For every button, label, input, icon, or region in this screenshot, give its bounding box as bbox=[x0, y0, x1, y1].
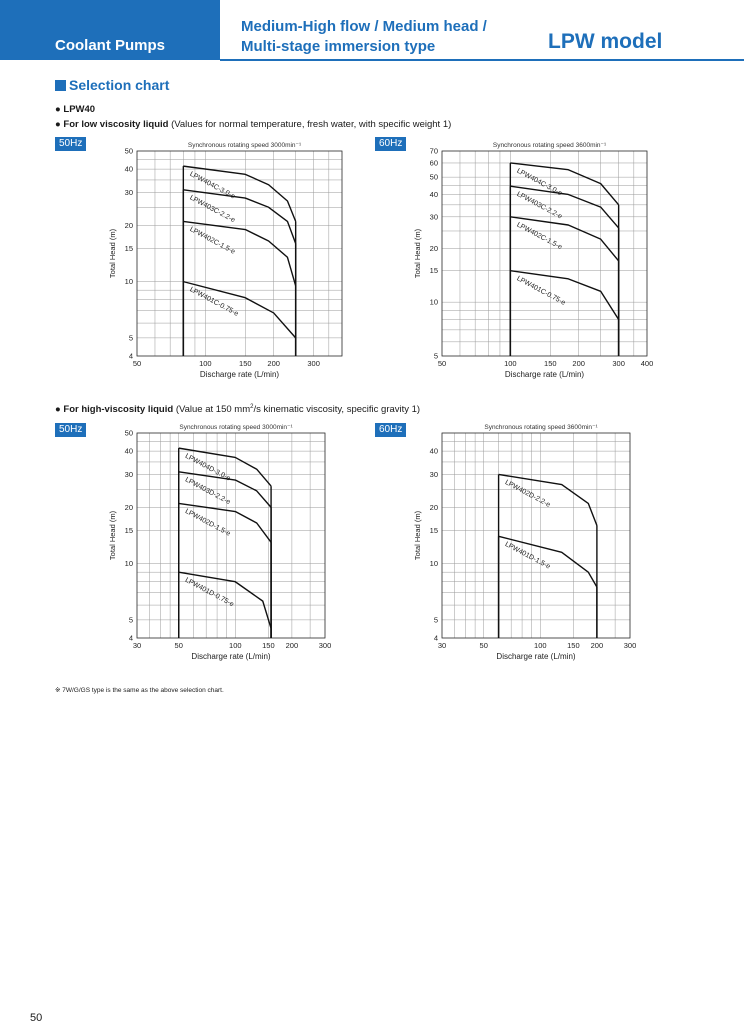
series-label: LPW404C-3.0-e bbox=[515, 167, 564, 198]
y-axis-label: Total Head (m) bbox=[108, 228, 117, 279]
x-tick-label: 400 bbox=[640, 359, 654, 368]
y-tick-label: 50 bbox=[429, 172, 438, 182]
high-viscosity-desc-pre: (Value at 150 mm bbox=[173, 404, 251, 416]
y-tick-label: 5 bbox=[433, 615, 438, 625]
y-axis-label: Total Head (m) bbox=[413, 228, 422, 279]
y-tick-label: 5 bbox=[433, 351, 438, 361]
low-viscosity-title: For low viscosity liquid bbox=[63, 119, 169, 130]
series-label: LPW401D-0.75-e bbox=[183, 576, 235, 609]
y-tick-label: 10 bbox=[429, 559, 438, 569]
low-viscosity-bullet bbox=[55, 119, 451, 130]
y-tick-label: 50 bbox=[124, 428, 133, 438]
bullet-icon: ● bbox=[55, 404, 61, 416]
section-title bbox=[55, 77, 169, 93]
series-label: LPW403C-2.2-e bbox=[188, 194, 237, 225]
series-label: LPW402C-1.5-e bbox=[515, 221, 564, 252]
y-tick-label: 4 bbox=[433, 633, 438, 643]
x-tick-label: 100 bbox=[199, 359, 212, 368]
chart-high-visc-50hz bbox=[100, 420, 350, 670]
plot-frame bbox=[137, 151, 342, 356]
x-tick-label: 50 bbox=[479, 641, 488, 650]
series-label: LPW402D-2.2-e bbox=[503, 479, 552, 509]
chart-title: Synchronous rotating speed 3600min⁻¹ bbox=[492, 142, 607, 149]
badge-50hz-low: 50Hz bbox=[55, 137, 86, 151]
chart-title: Synchronous rotating speed 3000min⁻¹ bbox=[179, 424, 293, 431]
y-tick-label: 70 bbox=[429, 146, 438, 156]
series-label: LPW402C-1.5-e bbox=[188, 225, 237, 256]
y-tick-label: 30 bbox=[124, 187, 133, 197]
y-tick-label: 5 bbox=[128, 615, 133, 625]
header-subtitle-line2: Multi-stage immersion type bbox=[241, 38, 436, 55]
series-line bbox=[510, 271, 618, 320]
y-tick-label: 10 bbox=[124, 559, 133, 569]
series-line bbox=[510, 217, 618, 261]
x-tick-label: 200 bbox=[285, 641, 299, 650]
x-tick-label: 200 bbox=[590, 641, 604, 650]
y-tick-label: 40 bbox=[124, 446, 133, 456]
x-tick-label: 100 bbox=[229, 641, 242, 650]
chart-low-visc-50hz bbox=[100, 138, 330, 388]
high-viscosity-sup: 2 bbox=[250, 404, 254, 410]
badge-50hz-high: 50Hz bbox=[55, 423, 86, 437]
page-number: 50 bbox=[30, 1012, 43, 1024]
chart-title: Synchronous rotating speed 3000min⁻¹ bbox=[187, 142, 302, 149]
y-tick-label: 30 bbox=[429, 469, 438, 479]
y-tick-label: 4 bbox=[128, 351, 133, 361]
x-tick-label: 300 bbox=[623, 641, 637, 650]
series-label: LPW401D-1.5-e bbox=[503, 540, 552, 571]
model-bullet bbox=[55, 104, 95, 115]
plot-frame bbox=[442, 433, 630, 638]
square-icon bbox=[55, 80, 66, 91]
x-tick-label: 200 bbox=[267, 359, 280, 368]
y-tick-label: 15 bbox=[124, 526, 133, 536]
header-subtitle-line1: Medium-High flow / Medium head / bbox=[241, 18, 487, 35]
header-subtitle bbox=[241, 17, 487, 57]
model-label: LPW40 bbox=[63, 104, 96, 115]
x-tick-label: 150 bbox=[544, 359, 557, 368]
y-tick-label: 15 bbox=[124, 244, 133, 254]
series-label: LPW403D-2.2-e bbox=[183, 476, 232, 507]
header-category-block bbox=[0, 0, 220, 60]
high-viscosity-title: For high-viscosity liquid bbox=[63, 404, 174, 416]
series-label: LPW403C-2.2-e bbox=[515, 190, 564, 221]
x-tick-label: 300 bbox=[318, 641, 332, 650]
y-axis-label: Total Head (m) bbox=[413, 510, 422, 561]
x-tick-label: 150 bbox=[262, 641, 275, 650]
x-tick-label: 50 bbox=[437, 359, 447, 368]
header-divider bbox=[220, 59, 744, 61]
header-category: Coolant Pumps bbox=[55, 37, 166, 54]
chart-low-visc-60hz bbox=[405, 138, 654, 388]
low-viscosity-desc: (Values for normal temperature, fresh water, with specific weight 1) bbox=[168, 119, 452, 130]
y-tick-label: 15 bbox=[429, 526, 438, 536]
bullet-icon: ● bbox=[55, 119, 61, 130]
x-tick-label: 100 bbox=[504, 359, 517, 368]
y-tick-label: 4 bbox=[128, 633, 133, 643]
series-line bbox=[510, 186, 618, 228]
y-tick-label: 20 bbox=[124, 502, 133, 512]
x-tick-label: 150 bbox=[239, 359, 252, 368]
series-line bbox=[179, 503, 271, 542]
y-tick-label: 40 bbox=[429, 446, 438, 456]
x-tick-label: 200 bbox=[572, 359, 585, 368]
y-tick-label: 60 bbox=[429, 158, 438, 168]
y-tick-label: 30 bbox=[124, 469, 133, 479]
x-axis-label: Discharge rate (L/min) bbox=[504, 370, 585, 379]
bullet-icon: ● bbox=[55, 104, 61, 115]
x-tick-label: 300 bbox=[612, 359, 625, 368]
series-label: LPW402D-1.5-e bbox=[183, 507, 232, 538]
x-tick-label: 150 bbox=[567, 641, 580, 650]
y-tick-label: 10 bbox=[429, 297, 438, 307]
high-viscosity-desc-post: /s kinematic viscosity, specific gravity 1) bbox=[253, 404, 421, 416]
footnote: ※ 7W/G/GS type is the same as the above selection chart. bbox=[55, 687, 224, 694]
y-tick-label: 30 bbox=[429, 212, 438, 222]
y-tick-label: 5 bbox=[128, 333, 133, 343]
badge-60hz-low: 60Hz bbox=[375, 137, 406, 151]
high-viscosity-bullet bbox=[55, 404, 420, 415]
chart-high-visc-60hz bbox=[405, 420, 655, 670]
y-tick-label: 20 bbox=[124, 220, 133, 230]
x-tick-label: 300 bbox=[307, 359, 320, 368]
x-axis-label: Discharge rate (L/min) bbox=[496, 652, 576, 661]
x-tick-label: 30 bbox=[437, 641, 447, 650]
series-label: LPW401C-0.75-e bbox=[188, 286, 240, 318]
series-label: LPW404D-3.0-e bbox=[183, 452, 232, 483]
x-tick-label: 50 bbox=[174, 641, 183, 650]
badge-60hz-high: 60Hz bbox=[375, 423, 406, 437]
x-tick-label: 100 bbox=[534, 641, 547, 650]
chart-title: Synchronous rotating speed 3600min⁻¹ bbox=[484, 424, 598, 431]
y-axis-label: Total Head (m) bbox=[108, 510, 117, 561]
x-axis-label: Discharge rate (L/min) bbox=[191, 652, 271, 661]
y-tick-label: 20 bbox=[429, 243, 438, 253]
header-model: LPW model bbox=[548, 30, 663, 53]
x-tick-label: 30 bbox=[132, 641, 142, 650]
section-title-text: Selection chart bbox=[69, 77, 170, 93]
series-label: LPW401C-0.75-e bbox=[515, 275, 567, 307]
y-tick-label: 50 bbox=[124, 146, 133, 156]
y-tick-label: 40 bbox=[124, 164, 133, 174]
x-tick-label: 50 bbox=[132, 359, 142, 368]
y-tick-label: 40 bbox=[429, 189, 438, 199]
y-tick-label: 20 bbox=[429, 502, 438, 512]
x-axis-label: Discharge rate (L/min) bbox=[199, 370, 280, 379]
y-tick-label: 15 bbox=[429, 266, 438, 276]
y-tick-label: 10 bbox=[124, 277, 133, 287]
series-label: LPW404C-3.0-e bbox=[188, 170, 237, 201]
